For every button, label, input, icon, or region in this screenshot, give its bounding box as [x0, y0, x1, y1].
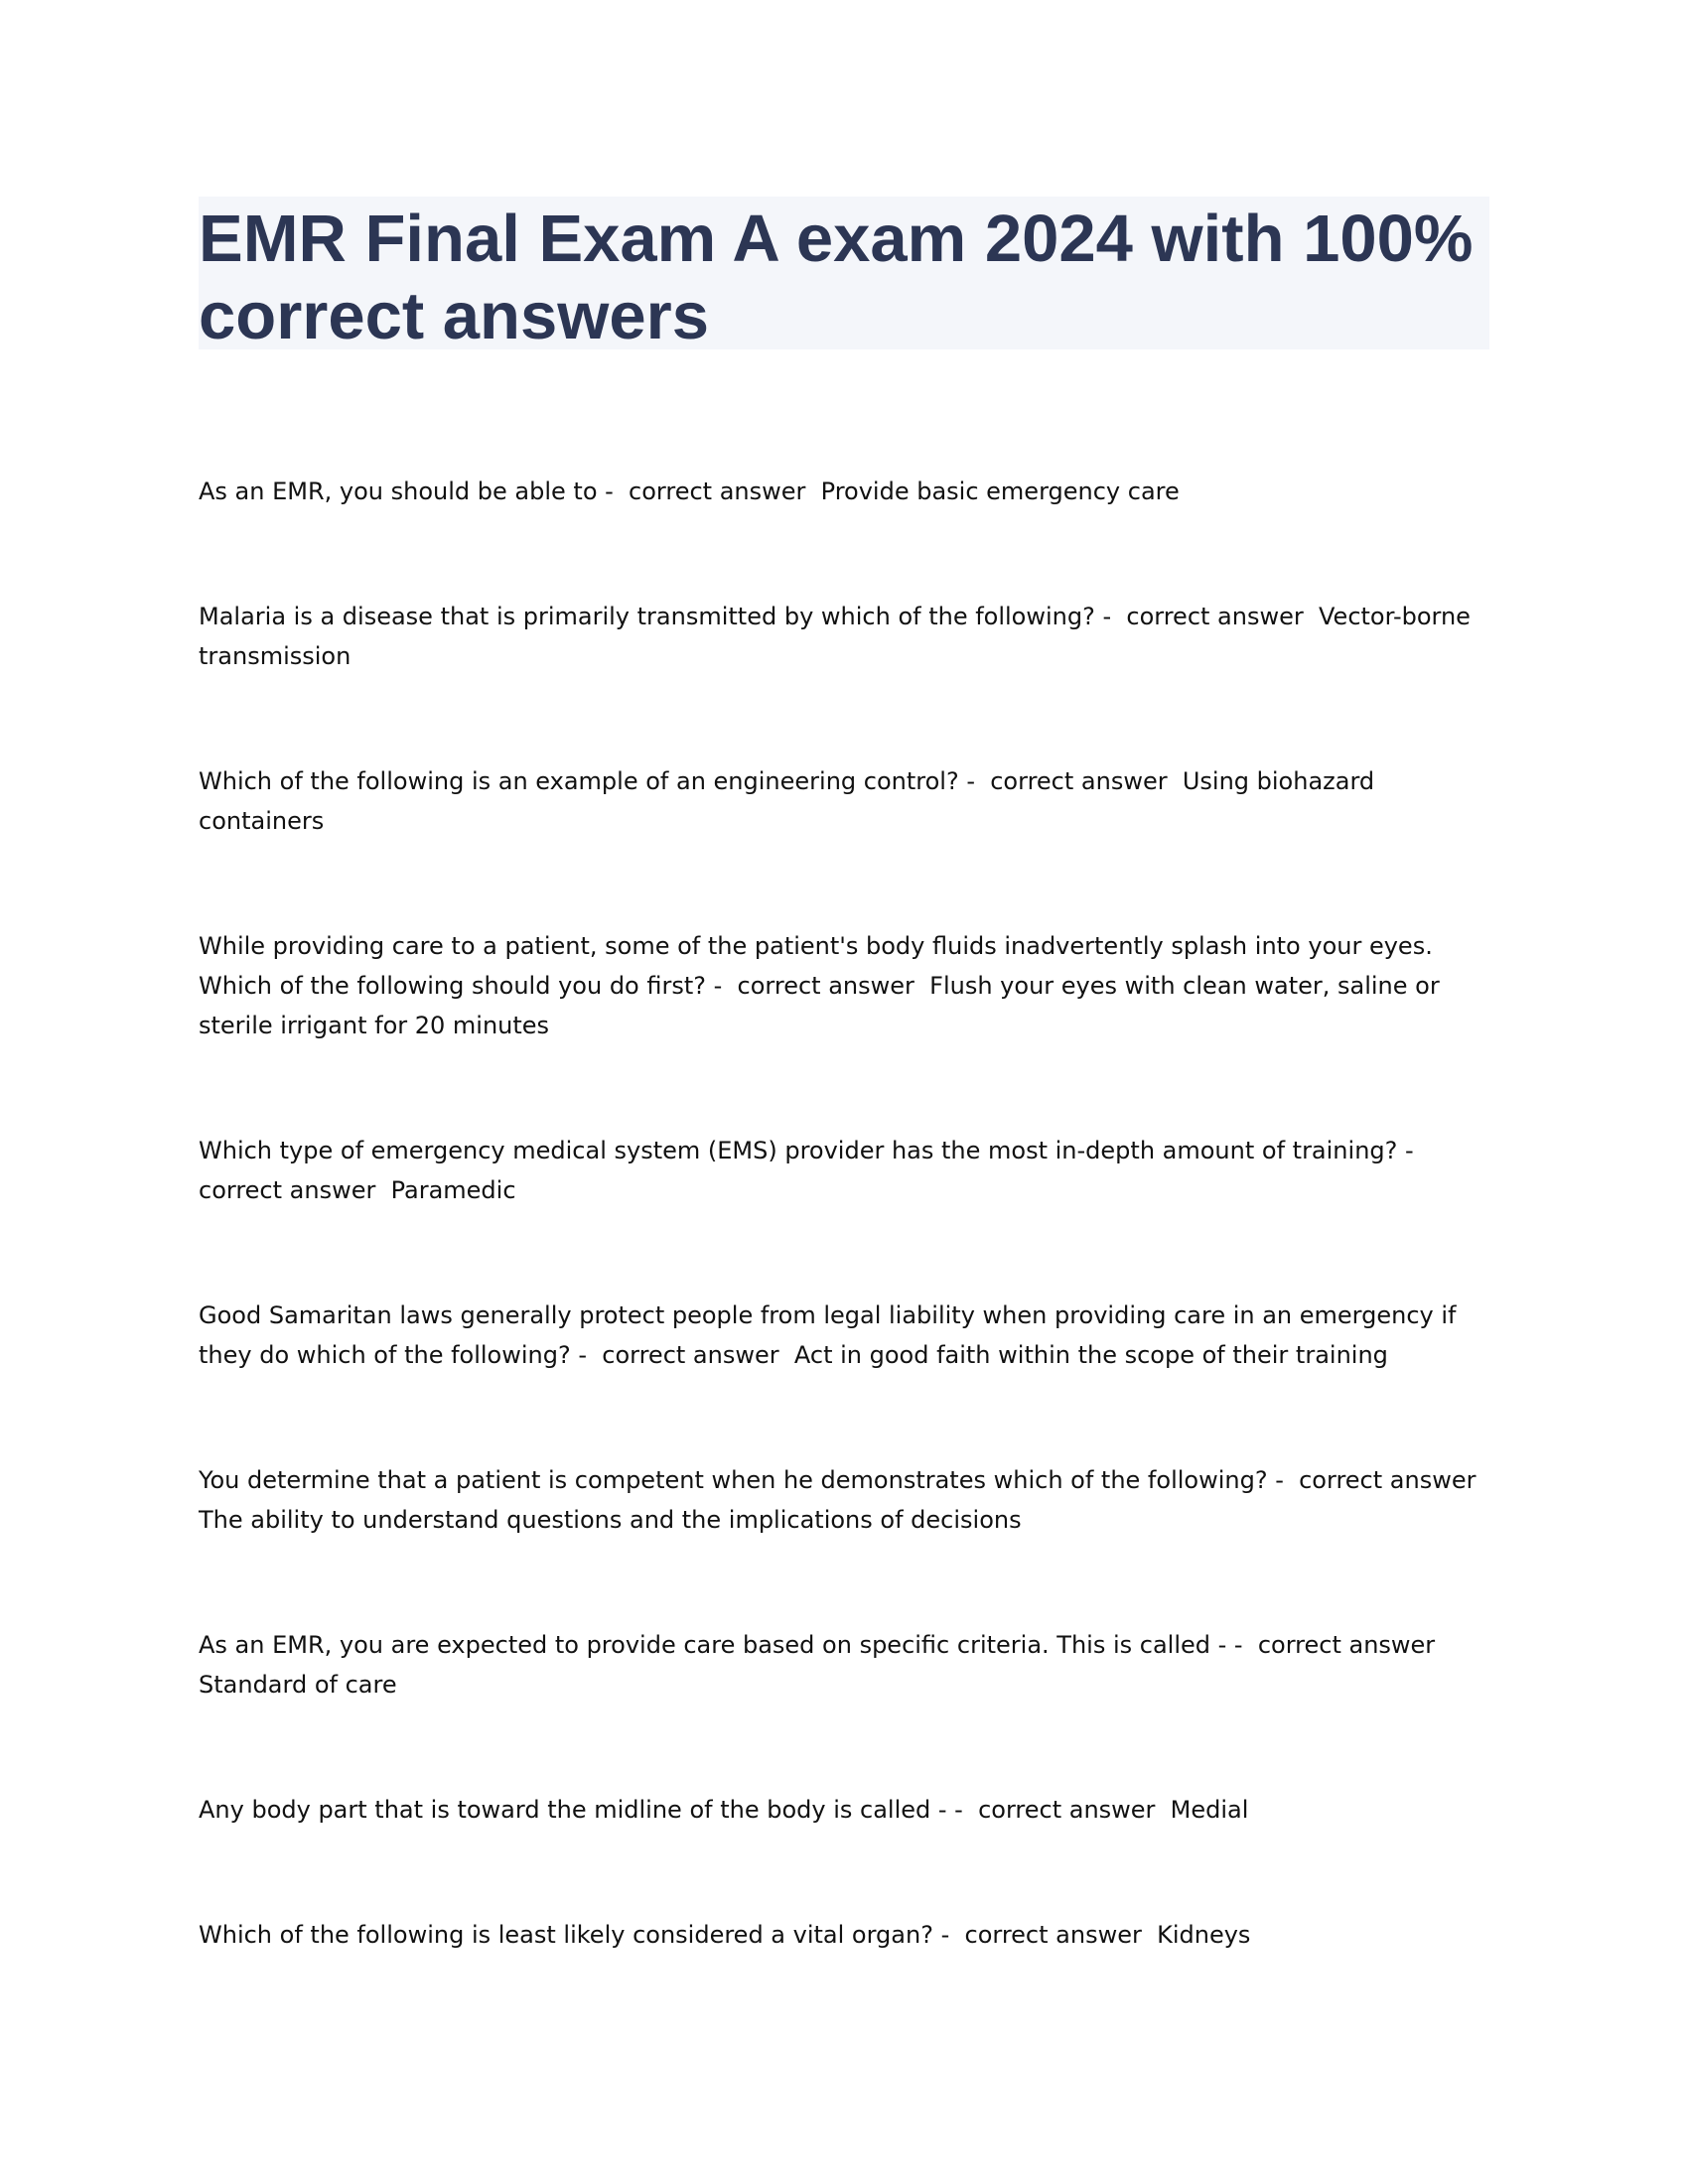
qa-item-5: Which type of emergency medical system (EMS) provider has the most in-depth amount of training? - correct answer Paramedic: [199, 1137, 1429, 1204]
qa-item-1: As an EMR, you should be able to - correct answer Provide basic emergency care: [199, 478, 1180, 505]
qa-item-6: Good Samaritan laws generally protect people from legal liability when providing care in an emergency if they do which of the following? - correct answer Act in good faith within the scope of their training: [199, 1301, 1465, 1369]
qa-item-2: Malaria is a disease that is primarily transmitted by which of the following? - correct answer Vector-borne transmission: [199, 603, 1478, 670]
qa-item-9: Any body part that is toward the midline of the body is called - - correct answer Medial: [199, 1796, 1249, 1824]
qa-item-10: Which of the following is least likely considered a vital organ? - correct answer Kidneys: [199, 1921, 1251, 1949]
question-answer-list: [199, 472, 1489, 1955]
title-block: [199, 197, 1489, 353]
qa-item-4: While providing care to a patient, some of the patient's body fluids inadvertently splash into your eyes. Which of the following should you do first? - correct answer Flush your eyes with clean water, saline or sterile irrigant for 20 minutes: [199, 932, 1448, 1039]
qa-item-8: As an EMR, you are expected to provide care based on specific criteria. This is called - - correct answer Standard of care: [199, 1631, 1451, 1699]
document-title: EMR Final Exam A exam 2024 with 100% correct answers: [199, 202, 1474, 353]
qa-item-7: You determine that a patient is competent when he demonstrates which of the following? - correct answer The ability to understand questions and the implications of decisions: [199, 1466, 1491, 1534]
qa-item-3: Which of the following is an example of an engineering control? - correct answer Using biohazard containers: [199, 767, 1382, 835]
